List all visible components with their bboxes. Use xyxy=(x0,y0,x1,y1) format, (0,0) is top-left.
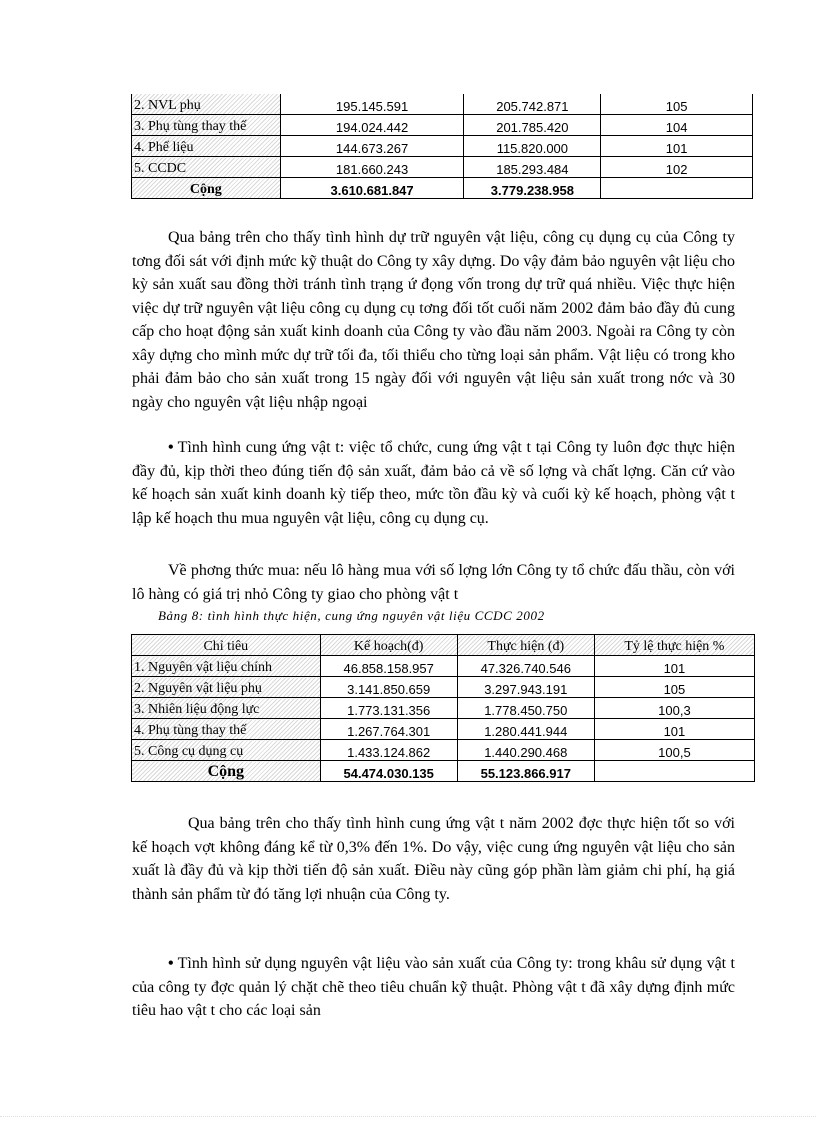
total-plan: 54.474.030.135 xyxy=(320,761,457,782)
total-percent xyxy=(601,178,753,199)
total-actual: 3.779.238.958 xyxy=(464,178,601,199)
percent-value: 100,3 xyxy=(594,698,754,719)
header-plan: Kế hoạch(đ) xyxy=(320,635,457,656)
row-label: 2. Nguyên vật liệu phụ xyxy=(132,677,321,698)
plan-value: 1.433.124.862 xyxy=(320,740,457,761)
row-label: 2. NVL phụ xyxy=(132,94,281,115)
actual-value: 1.778.450.750 xyxy=(457,698,594,719)
table-total-row xyxy=(132,178,753,199)
actual-value: 47.326.740.546 xyxy=(457,656,594,677)
table-row xyxy=(132,656,755,677)
paragraph-reserve-analysis: Qua bảng trên cho thấy tình hình dự trữ nguyên vật liệu, công cụ dụng cụ của Công ty tơng đối sát với định mức kỹ thuật do Công ty xây dựng. Do vậy đảm bảo nguyên vật liệu cho kỳ sản xuất sau đồng thời tránh tình trạng ứ đọng vốn trong dự trữ quá nhiều. Việc thực hiện việc dự trữ nguyên vật liệu công cụ dụng cụ tơng đối tốt cuối năm 2002 đảm bảo đầy đủ cung cấp cho hoạt động sản xuất kinh doanh của Công ty vào đầu năm 2003. Ngoài ra Công ty còn xây dựng cho mình mức dự trữ tối đa, tối thiểu cho từng loại sản phẩm. Vật liệu có trong kho phải đảm bảo cho sản xuất trong 15 ngày đối với nguyên vật liệu sản xuất trong nớc và 30 ngày cho nguyên vật liệu nhập ngoại xyxy=(132,229,735,411)
percent-value: 102 xyxy=(601,157,753,178)
percent-value: 101 xyxy=(594,656,754,677)
total-label: Cộng xyxy=(132,761,321,782)
table-row xyxy=(132,94,753,115)
table-header-row xyxy=(132,635,755,656)
percent-value: 104 xyxy=(601,115,753,136)
paragraph-text: Tình hình sử dụng nguyên vật liệu vào sản xuất của Công ty: trong khâu sử dụng vật t của công ty đợc quản lý chặt chẽ theo tiêu chuẩn kỹ thuật. Phòng vật t đã xây dựng định mức tiêu hao vật t cho các loại sản xyxy=(132,955,735,1019)
total-actual: 55.123.866.917 xyxy=(457,761,594,782)
plan-value: 1.267.764.301 xyxy=(320,719,457,740)
plan-value: 1.773.131.356 xyxy=(320,698,457,719)
table-total-row xyxy=(132,761,755,782)
table-row xyxy=(132,115,753,136)
reserve-table xyxy=(131,94,753,199)
table-row xyxy=(132,740,755,761)
percent-value: 100,5 xyxy=(594,740,754,761)
percent-value: 101 xyxy=(601,136,753,157)
row-label: 4. Phế liệu xyxy=(132,136,281,157)
total-plan: 3.610.681.847 xyxy=(280,178,464,199)
header-percent: Tỷ lệ thực hiện % xyxy=(594,635,754,656)
actual-value: 1.280.441.944 xyxy=(457,719,594,740)
total-label: Cộng xyxy=(132,178,281,199)
percent-value: 105 xyxy=(601,94,753,115)
paragraph-usage-status xyxy=(132,952,735,1023)
row-label: 3. Nhiên liệu động lực xyxy=(132,698,321,719)
percent-value: 105 xyxy=(594,677,754,698)
row-label: 5. CCDC xyxy=(132,157,281,178)
plan-value: 195.145.591 xyxy=(280,94,464,115)
actual-value: 115.820.000 xyxy=(464,136,601,157)
paragraph-purchase-method: Về phơng thức mua: nếu lô hàng mua với số lợng lớn Công ty tổ chức đấu thầu, còn với lô hàng có giá trị nhỏ Công ty giao cho phòng vật t xyxy=(132,562,735,603)
actual-value: 3.297.943.191 xyxy=(457,677,594,698)
plan-value: 46.858.158.957 xyxy=(320,656,457,677)
table-row xyxy=(132,698,755,719)
plan-value: 194.024.442 xyxy=(280,115,464,136)
supply-table xyxy=(131,634,755,782)
actual-value: 201.785.420 xyxy=(464,115,601,136)
header-actual: Thực hiện (đ) xyxy=(457,635,594,656)
table-row xyxy=(132,719,755,740)
plan-value: 3.141.850.659 xyxy=(320,677,457,698)
total-percent xyxy=(594,761,754,782)
row-label: 1. Nguyên vật liệu chính xyxy=(132,656,321,677)
row-label: 5. Công cụ dụng cụ xyxy=(132,740,321,761)
table-row xyxy=(132,136,753,157)
plan-value: 144.673.267 xyxy=(280,136,464,157)
paragraph-text: Tình hình cung ứng vật t: việc tổ chức, cung ứng vật t tại Công ty luôn đợc thực hiện đầy đủ, kịp thời theo đúng tiến độ sản xuất, đảm bảo cả về số lợng và chất lợng. Căn cứ vào kế hoạch sản xuất kinh doanh kỳ tiếp theo, mức tồn đầu kỳ và cuối kỳ kế hoạch, phòng vật t lập kế hoạch thu mua nguyên vật liệu, công cụ dụng cụ. xyxy=(132,439,735,527)
actual-value: 1.440.290.468 xyxy=(457,740,594,761)
table-caption: Bảng 8: tình hình thực hiện, cung ứng nguyên vật liệu CCDC 2002 xyxy=(158,608,545,623)
row-label: 3. Phụ tùng thay thế xyxy=(132,115,281,136)
table-row xyxy=(132,677,755,698)
actual-value: 185.293.484 xyxy=(464,157,601,178)
row-label: 4. Phụ tùng thay thế xyxy=(132,719,321,740)
paragraph-supply-status xyxy=(132,436,735,530)
table-row xyxy=(132,157,753,178)
header-label: Chỉ tiêu xyxy=(132,635,321,656)
page-bottom-divider xyxy=(0,1116,816,1117)
actual-value: 205.742.871 xyxy=(464,94,601,115)
plan-value: 181.660.243 xyxy=(280,157,464,178)
percent-value: 101 xyxy=(594,719,754,740)
paragraph-supply-analysis: Qua bảng trên cho thấy tình hình cung ứng vật t năm 2002 đợc thực hiện tốt so với kế hoạch vợt không đáng kể từ 0,3% đến 1%. Do vậy, việc cung ứng nguyên vật liệu cho sản xuất là đầy đủ và kịp thời tiến độ sản xuất. Điều này cũng góp phần làm giảm chi phí, hạ giá thành sản phẩm từ đó tăng lợi nhuận của Công ty. xyxy=(132,815,735,903)
